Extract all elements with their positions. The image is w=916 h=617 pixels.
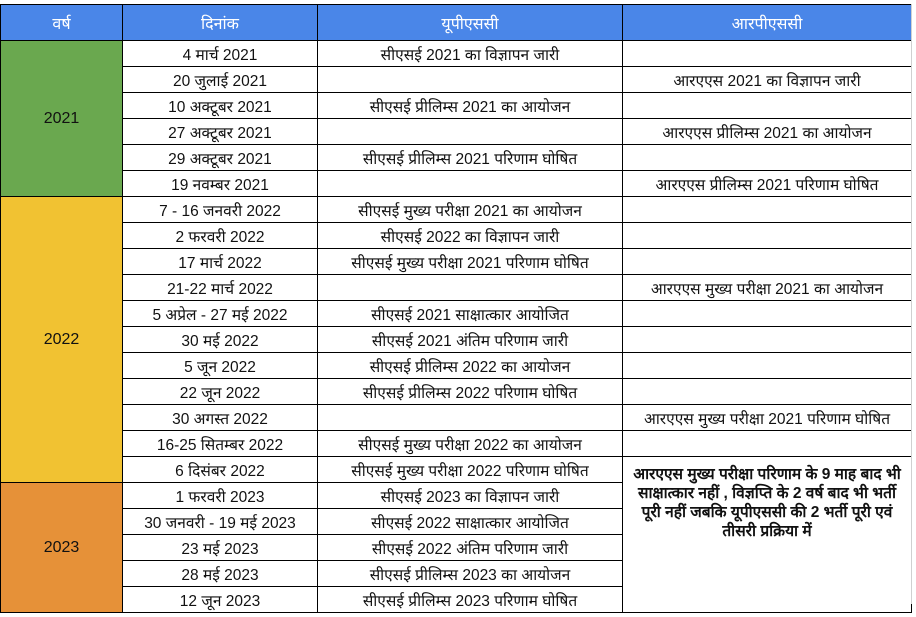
upsc-cell[interactable]: सीएसई प्रीलिम्स 2023 का आयोजन [318,561,623,587]
upsc-cell[interactable]: सीएसई 2021 का विज्ञापन जारी [318,41,623,67]
rpsc-cell[interactable] [623,197,912,223]
rpsc-cell[interactable]: आरएएस प्रीलिम्स 2021 परिणाम घोषित [623,171,912,197]
rpsc-cell[interactable] [623,431,912,457]
upsc-cell[interactable]: सीएसई मुख्य परीक्षा 2021 परिणाम घोषित [318,249,623,275]
upsc-cell[interactable]: सीएसई 2021 साक्षात्कार आयोजित [318,301,623,327]
rpsc-cell[interactable] [623,223,912,249]
date-cell[interactable]: 7 - 16 जनवरी 2022 [123,197,318,223]
date-cell[interactable]: 16-25 सितम्बर 2022 [123,431,318,457]
table-row [1,457,912,483]
upsc-cell[interactable]: सीएसई 2021 अंतिम परिणाम जारी [318,327,623,353]
date-cell[interactable]: 27 अक्टूबर 2021 [123,119,318,145]
header-year[interactable]: वर्ष [1,5,123,41]
grid-edge-line [911,4,912,604]
date-cell[interactable]: 1 फरवरी 2023 [123,483,318,509]
rpsc-cell[interactable] [623,41,912,67]
upsc-cell[interactable]: सीएसई मुख्य परीक्षा 2022 का आयोजन [318,431,623,457]
table-row [1,223,912,249]
table-row [1,379,912,405]
date-cell[interactable]: 30 अगस्त 2022 [123,405,318,431]
table-row [1,327,912,353]
date-cell[interactable]: 19 नवम्बर 2021 [123,171,318,197]
rpsc-cell[interactable]: आरएएस मुख्य परीक्षा 2021 का आयोजन [623,275,912,301]
rpsc-cell[interactable] [623,93,912,119]
upsc-cell[interactable] [318,275,623,301]
date-cell[interactable]: 12 जून 2023 [123,587,318,613]
upsc-cell[interactable]: सीएसई 2023 का विज्ञापन जारी [318,483,623,509]
rpsc-cell[interactable] [623,379,912,405]
date-cell[interactable]: 10 अक्टूबर 2021 [123,93,318,119]
upsc-cell[interactable]: सीएसई 2022 साक्षात्कार आयोजित [318,509,623,535]
year-cell-2023[interactable]: 2023 [1,483,123,613]
date-cell[interactable]: 30 मई 2022 [123,327,318,353]
date-cell[interactable]: 30 जनवरी - 19 मई 2023 [123,509,318,535]
date-cell[interactable]: 5 जून 2022 [123,353,318,379]
upsc-cell[interactable] [318,119,623,145]
table-row [1,171,912,197]
table-row [1,301,912,327]
table-row [1,145,912,171]
date-cell[interactable]: 23 मई 2023 [123,535,318,561]
rpsc-cell[interactable] [623,327,912,353]
rpsc-cell[interactable] [623,353,912,379]
table-row [1,119,912,145]
header-upsc[interactable]: यूपीएससी [318,5,623,41]
date-cell[interactable]: 22 जून 2022 [123,379,318,405]
upsc-cell[interactable]: सीएसई प्रीलिम्स 2021 का आयोजन [318,93,623,119]
year-cell-2021[interactable]: 2021 [1,41,123,197]
date-cell[interactable]: 5 अप्रेल - 27 मई 2022 [123,301,318,327]
rpsc-cell[interactable]: आरएएस मुख्य परीक्षा 2021 परिणाम घोषित [623,405,912,431]
year-cell-2022[interactable]: 2022 [1,197,123,483]
upsc-cell[interactable] [318,67,623,93]
rpsc-cell[interactable]: आरएएस 2021 का विज्ञापन जारी [623,67,912,93]
table-row [1,275,912,301]
table-row [1,67,912,93]
rpsc-cell[interactable] [623,145,912,171]
header-row [1,5,912,41]
header-rpsc[interactable]: आरपीएससी [623,5,912,41]
upsc-cell[interactable]: सीएसई 2022 अंतिम परिणाम जारी [318,535,623,561]
rpsc-cell[interactable]: आरएएस प्रीलिम्स 2021 का आयोजन [623,119,912,145]
upsc-cell[interactable] [318,405,623,431]
upsc-cell[interactable]: सीएसई 2022 का विज्ञापन जारी [318,223,623,249]
date-cell[interactable]: 21-22 मार्च 2022 [123,275,318,301]
exam-timeline-table [0,4,912,613]
date-cell[interactable]: 29 अक्टूबर 2021 [123,145,318,171]
upsc-cell[interactable]: सीएसई प्रीलिम्स 2022 परिणाम घोषित [318,379,623,405]
upsc-cell[interactable]: सीएसई प्रीलिम्स 2023 परिणाम घोषित [318,587,623,613]
date-cell[interactable]: 2 फरवरी 2022 [123,223,318,249]
table-row [1,197,912,223]
rpsc-cell[interactable] [623,249,912,275]
date-cell[interactable]: 6 दिसंबर 2022 [123,457,318,483]
upsc-cell[interactable] [318,171,623,197]
upsc-cell[interactable]: सीएसई प्रीलिम्स 2021 परिणाम घोषित [318,145,623,171]
upsc-cell[interactable]: सीएसई मुख्य परीक्षा 2021 का आयोजन [318,197,623,223]
date-cell[interactable]: 20 जुलाई 2021 [123,67,318,93]
upsc-cell[interactable]: सीएसई मुख्य परीक्षा 2022 परिणाम घोषित [318,457,623,483]
table-row [1,249,912,275]
table-row [1,431,912,457]
date-cell[interactable]: 17 मार्च 2022 [123,249,318,275]
rpsc-note-cell[interactable]: आरएएस मुख्य परीक्षा परिणाम के 9 माह बाद भी साक्षात्कार नहीं , विज्ञप्ति के 2 वर्ष बाद भी भर्ती पूरी नहीं जबकि यूपीएससी की 2 भर्ती पूरी एवं तीसरी प्रक्रिया में [623,457,912,613]
upsc-cell[interactable]: सीएसई प्रीलिम्स 2022 का आयोजन [318,353,623,379]
rpsc-cell[interactable] [623,301,912,327]
table-row [1,405,912,431]
table-row [1,353,912,379]
header-date[interactable]: दिनांक [123,5,318,41]
table-row [1,41,912,67]
date-cell[interactable]: 28 मई 2023 [123,561,318,587]
table-row [1,93,912,119]
date-cell[interactable]: 4 मार्च 2021 [123,41,318,67]
